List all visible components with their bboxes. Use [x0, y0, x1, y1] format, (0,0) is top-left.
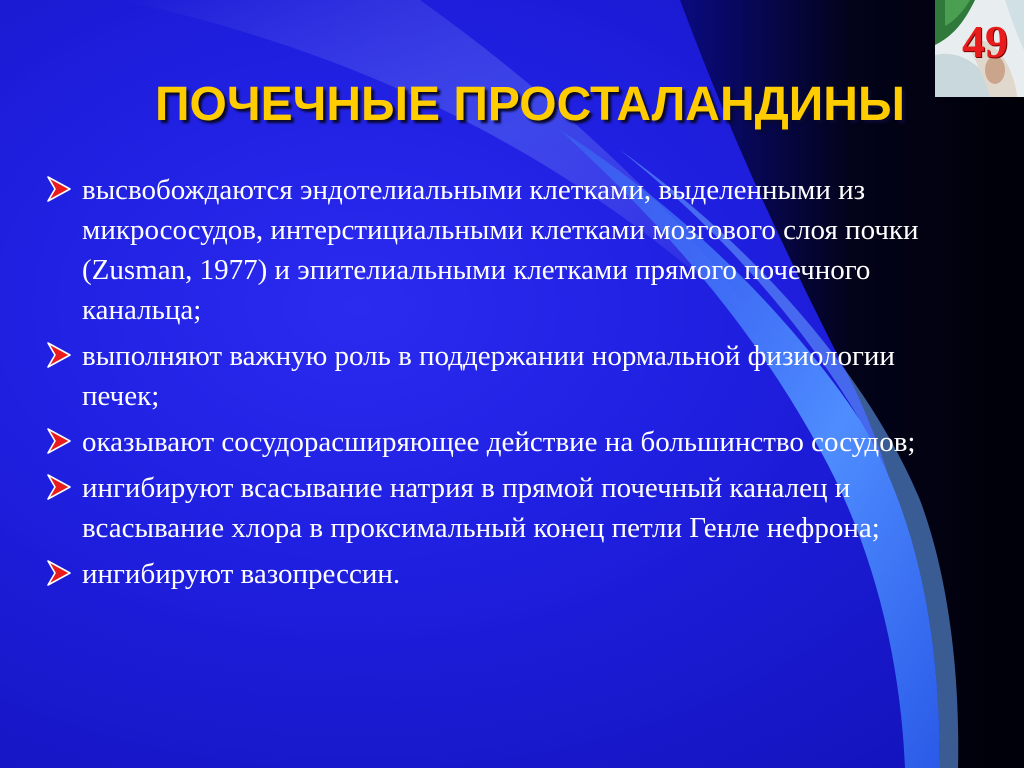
bullet-text: выполняют важную роль в поддержании нормальной физиологии печек; [82, 340, 895, 412]
slide-title: ПОЧЕЧНЫЕ ПРОСТАЛАНДИНЫ [155, 78, 905, 131]
bullet-item [44, 554, 944, 594]
bullet-text: ингибируют всасывание натрия в прямой почечный каналец и всасывание хлора в проксимальный конец петли Генле нефрона; [82, 472, 880, 544]
bullet-text: высвобождаются эндотелиальными клетками, выделенными из микрососудов, интерстициальными клетками мозгового слоя почки (Zusman, 1977) и эпителиальными клетками прямого почечного канальца; [82, 174, 919, 326]
red-arrowhead-icon [46, 473, 72, 501]
red-arrowhead-icon [46, 341, 72, 369]
red-arrowhead-icon [46, 427, 72, 455]
bullet-list [44, 170, 944, 600]
bullet-item [44, 336, 944, 416]
bullet-text: ингибируют вазопрессин. [82, 558, 401, 590]
bullet-item [44, 468, 944, 548]
slide-number: 49 [962, 16, 1008, 67]
red-arrowhead-icon [46, 175, 72, 203]
bullet-item [44, 422, 944, 462]
bullet-item [44, 170, 944, 330]
bullet-text: оказывают сосудорасширяющее действие на большинство сосудов; [82, 426, 916, 458]
red-arrowhead-icon [46, 559, 72, 587]
